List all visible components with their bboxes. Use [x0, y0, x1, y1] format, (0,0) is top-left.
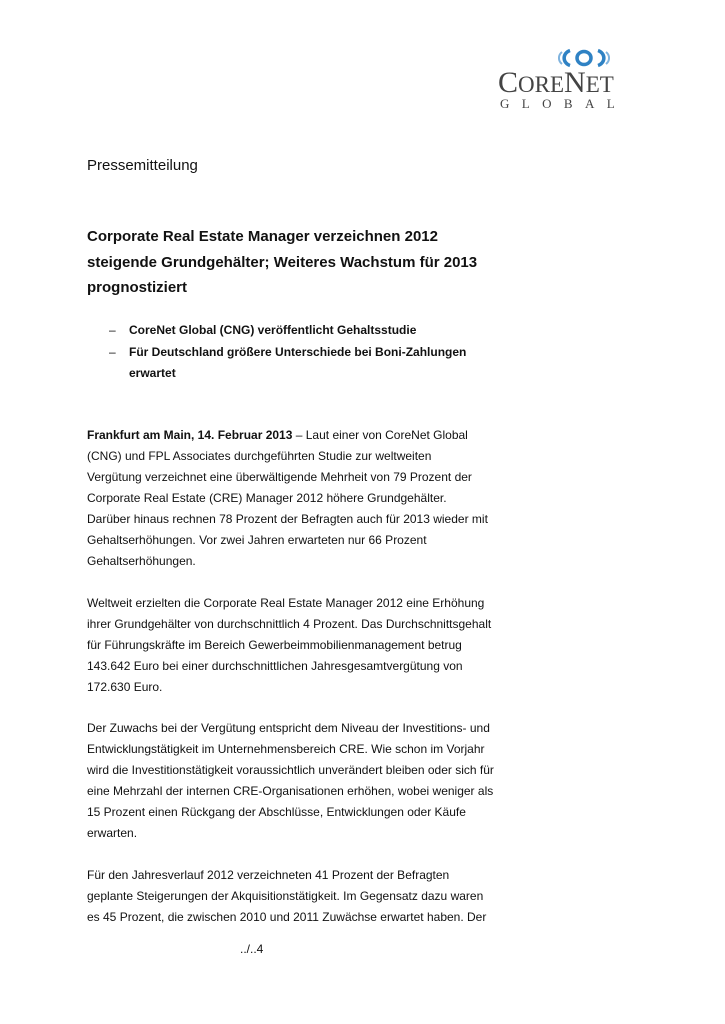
paragraph-line: Vergütung verzeichnet eine überwältigende Mehrheit von 79 Prozent der	[87, 470, 472, 484]
logo-subtitle: GLOBAL	[500, 96, 628, 111]
paragraph-text: – Laut einer von CoreNet Global	[292, 428, 468, 442]
paragraph-line: es 45 Prozent, die zwischen 2010 und 2011 Zuwächse erwartet haben. Der	[87, 910, 487, 924]
paragraph-line: Gehaltserhöhungen.	[87, 554, 196, 568]
body-paragraph	[87, 718, 527, 844]
paragraph-line: 143.642 Euro bei einer durchschnittlichen Jahresgesamtvergütung von	[87, 659, 463, 673]
paragraph-line: geplante Steigerungen der Akquisitionstätigkeit. Im Gegensatz dazu waren	[87, 889, 484, 903]
summary-bullets	[87, 320, 507, 385]
document-kicker: Pressemitteilung	[87, 157, 198, 174]
paragraph-line: erwarten.	[87, 826, 138, 840]
body-paragraph	[87, 425, 527, 572]
paragraph-line: 172.630 Euro.	[87, 680, 163, 694]
paragraph-line: Der Zuwachs bei der Vergütung entspricht dem Niveau der Investitions- und	[87, 721, 490, 735]
dash-marker: –	[109, 323, 116, 337]
paragraph-line: Darüber hinaus rechnen 78 Prozent der Befragten auch für 2013 wieder mit	[87, 512, 488, 526]
bullet-item	[87, 320, 507, 341]
bullet-text: Für Deutschland größere Unterschiede bei Boni-Zahlungen	[129, 345, 467, 359]
paragraph-line: wird die Investitionstätigkeit voraussichtlich unverändert bleiben oder sich für	[87, 763, 494, 777]
logo-letter: C	[498, 66, 519, 99]
dateline: Frankfurt am Main, 14. Februar 2013	[87, 428, 293, 442]
paragraph-line: 15 Prozent einen Rückgang der Abschlüsse, Entwicklungen oder Käufe	[87, 805, 466, 819]
corenet-global-logo	[498, 48, 634, 112]
logo-letters: ET	[585, 72, 614, 97]
bullet-text: CoreNet Global (CNG) veröffentlicht Gehaltsstudie	[129, 323, 417, 337]
paragraph-line: (CNG) und FPL Associates durchgeführten Studie zur weltweiten	[87, 449, 432, 463]
headline	[87, 224, 537, 301]
paragraph-line: ihrer Grundgehälter von durchschnittlich 4 Prozent. Das Durchschnittsgehalt	[87, 617, 492, 631]
dash-marker: –	[109, 345, 116, 359]
logo-letters: ORE	[518, 72, 565, 97]
paragraph-line	[87, 425, 527, 446]
bullet-text: erwartet	[129, 366, 176, 380]
paragraph-line: eine Mehrzahl der internen CRE-Organisationen erhöhen, wobei weniger als	[87, 784, 494, 798]
headline-line: steigende Grundgehälter; Weiteres Wachstum für 2013	[87, 253, 478, 271]
body-paragraph	[87, 865, 527, 928]
paragraph-line: Weltweit erzielten die Corporate Real Estate Manager 2012 eine Erhöhung	[87, 596, 485, 610]
body-paragraph	[87, 593, 527, 698]
logo-rings-icon	[558, 48, 610, 68]
page-number: ../..4	[240, 942, 264, 956]
paragraph-line: Gehaltserhöhungen. Vor zwei Jahren erwarteten nur 66 Prozent	[87, 533, 427, 547]
headline-line: Corporate Real Estate Manager verzeichnen 2012	[87, 228, 438, 245]
logo-letter: N	[564, 66, 586, 99]
paragraph-line: Entwicklungstätigkeit im Unternehmensbereich CRE. Wie schon im Vorjahr	[87, 742, 485, 756]
bullet-item	[87, 342, 507, 384]
paragraph-line: Für den Jahresverlauf 2012 verzeichneten 41 Prozent der Befragten	[87, 868, 450, 882]
paragraph-line: für Führungskräfte im Bereich Gewerbeimmobilienmanagement betrug	[87, 638, 462, 652]
paragraph-line: Corporate Real Estate (CRE) Manager 2012 höhere Grundgehälter.	[87, 491, 447, 505]
headline-line: prognostiziert	[87, 279, 187, 296]
